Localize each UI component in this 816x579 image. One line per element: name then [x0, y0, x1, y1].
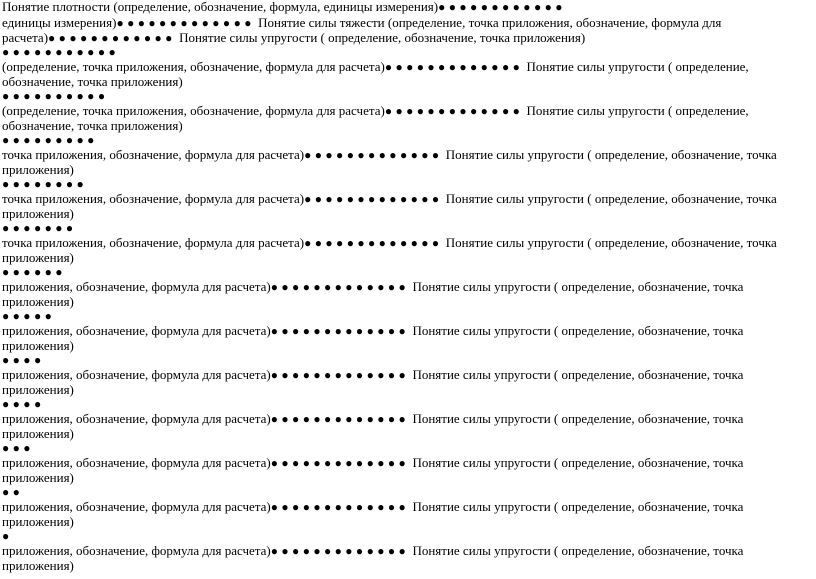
text-block: [2, 280, 808, 324]
block-text: единицы измерения): [2, 15, 117, 30]
bullet-dots: ●●●●●●●●●●●●: [48, 30, 176, 45]
text-block: [2, 60, 808, 104]
bullet-dots: ●●●●●●●●●●●●●: [270, 500, 410, 514]
bullet-dots: ●●●●●: [2, 309, 56, 323]
block-text: приложения, обозначение, формула для расчета): [2, 455, 271, 470]
block-tail: Понятие силы упругости ( определение, обозначение, точка приложения): [2, 455, 744, 485]
bullet-dots: ●●●●●●●●●●●●●: [270, 544, 410, 558]
bullet-dots: ●●●●●●●●●●●●●: [270, 412, 410, 426]
block-tail: Понятие силы упругости ( определение, обозначение, точка приложения): [2, 499, 744, 529]
bullet-dots: ●●●●●●●●●●: [2, 89, 109, 103]
bullet-dots: ●●●●●●●●●●●●●: [116, 16, 255, 30]
bullet-dots: ●●●●●●●●●●●●●: [270, 324, 410, 338]
block-text: приложения, обозначение, формула для расчета): [2, 543, 271, 558]
bullet-dots: ●●●: [2, 441, 34, 455]
bullet-dots: ●: [2, 529, 13, 543]
text-block: [2, 324, 808, 368]
text-block: [2, 368, 808, 412]
block-text: (определение, точка приложения, обозначение, формула для расчета): [2, 103, 385, 118]
block-text: точка приложения, обозначение, формула для расчета): [2, 191, 305, 206]
block-tail: Понятие силы тяжести (определение, точка приложения, обозначение, формула для расчета): [2, 15, 722, 45]
bullet-dots: ●●●●●●●●●●●●●: [270, 280, 410, 294]
bullet-dots: ●●●●●●●●●●●●●: [304, 192, 443, 206]
text-block: [2, 456, 808, 500]
text-block: [2, 544, 808, 573]
block-tail: Понятие силы упругости ( определение, обозначение, точка приложения): [2, 103, 749, 133]
block-tail: Понятие силы упругости ( определение, обозначение, точка приложения): [2, 235, 777, 265]
block-tail: Понятие силы упругости ( определение, обозначение, точка приложения): [2, 147, 777, 177]
block-tail: Понятие силы упругости ( определение, обозначение, точка приложения): [175, 29, 586, 45]
text-block: [2, 16, 808, 60]
block-text: точка приложения, обозначение, формула для расчета): [2, 235, 305, 250]
bullet-dots: ●●●●●●●●●●●●●: [304, 236, 443, 250]
text-block: [2, 412, 808, 456]
block-tail: Понятие силы упругости ( определение, обозначение, точка приложения): [2, 367, 744, 397]
block-text: приложения, обозначение, формула для расчета): [2, 499, 271, 514]
block-text: Понятие плотности (определение, обозначение, формула, единицы измерения): [2, 0, 439, 14]
bullet-dots: ●●●●: [2, 353, 45, 367]
block-text: приложения, обозначение, формула для расчета): [2, 323, 271, 338]
block-tail: Понятие силы упругости ( определение, обозначение, точка приложения): [2, 323, 744, 353]
text-block: [2, 236, 808, 280]
block-tail: Понятие силы упругости ( определение, обозначение, точка приложения): [2, 59, 749, 89]
bullet-dots: ●●●●●●●●●●●●●: [384, 60, 524, 74]
bullet-dots: ●●●●●●●●●●●●●: [270, 368, 410, 382]
text-block: [2, 148, 808, 192]
bullet-dots: ●●●●●●●●●: [2, 133, 98, 147]
text-block: [2, 500, 808, 544]
text-block: [2, 0, 808, 15]
bullet-dots: ●●●●●●●●●●●●●: [384, 104, 524, 118]
bullet-dots: ●●●●●●: [2, 265, 66, 279]
bullet-dots: ●●●●●●●●●●●●●: [270, 456, 410, 470]
block-tail: Понятие силы упругости ( определение, обозначение, точка приложения): [2, 191, 777, 221]
bullet-dots: ●●: [2, 485, 24, 499]
block-tail: Понятие силы упругости ( определение, обозначение, точка приложения): [2, 543, 744, 573]
bullet-dots: ●●●●●●●●●●●●●: [304, 148, 443, 162]
bullet-dots: ●●●●●●●: [2, 221, 77, 235]
bullet-dots: ●●●●●●●●●●●●: [438, 0, 566, 14]
block-text: приложения, обозначение, формула для расчета): [2, 411, 271, 426]
block-text: приложения, обозначение, формула для расчета): [2, 279, 271, 294]
bullet-dots: ●●●●●●●●●●●: [2, 45, 120, 59]
bullet-dots: ●●●●: [2, 397, 45, 411]
block-text: (определение, точка приложения, обозначение, формула для расчета): [2, 59, 385, 74]
text-block: [2, 192, 808, 236]
block-text: точка приложения, обозначение, формула для расчета): [2, 147, 305, 162]
text-block: [2, 104, 808, 148]
bullet-dots: ●●●●●●●●: [2, 177, 88, 191]
block-tail: Понятие силы упругости ( определение, обозначение, точка приложения): [2, 411, 744, 441]
block-tail: Понятие силы упругости ( определение, обозначение, точка приложения): [2, 279, 744, 309]
block-text: приложения, обозначение, формула для расчета): [2, 367, 271, 382]
